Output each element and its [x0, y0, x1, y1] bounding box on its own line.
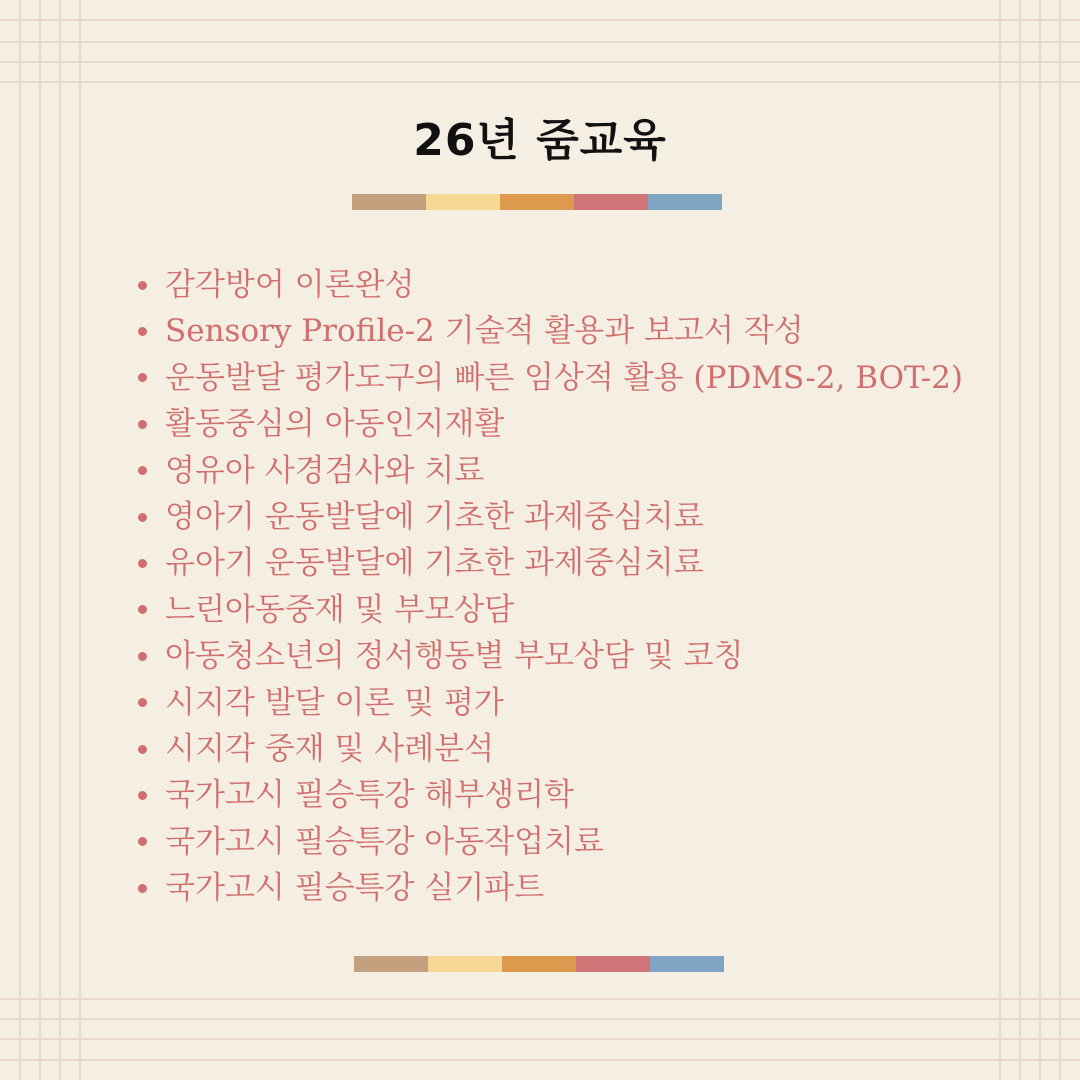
bullet-icon — [138, 466, 147, 475]
list-item — [138, 726, 1038, 772]
stripe-segment — [354, 956, 428, 972]
bullet-icon — [138, 745, 147, 754]
list-item-label: 아동청소년의 정서행동별 부모상담 및 코칭 — [165, 638, 744, 675]
stripe-segment — [576, 956, 650, 972]
list-item-label: 활동중심의 아동인지재활 — [165, 406, 505, 443]
list-item — [138, 355, 1038, 401]
frame-line-bottom-1 — [0, 998, 1080, 1000]
list-item-label: 국가고시 필승특강 해부생리학 — [165, 777, 575, 814]
list-item — [138, 680, 1038, 726]
frame-line-top-3 — [0, 61, 1080, 63]
list-item — [138, 448, 1038, 494]
list-item — [138, 633, 1038, 679]
stripe-segment — [574, 194, 648, 210]
frame-line-top-2 — [0, 41, 1080, 43]
bullet-icon — [138, 791, 147, 800]
bullet-icon — [138, 281, 147, 290]
frame-line-bottom-3 — [0, 1038, 1080, 1040]
page-title: 26년 줌교육 — [413, 115, 667, 166]
bullet-icon — [138, 420, 147, 429]
list-item-label: 운동발달 평가도구의 빠른 임상적 활용 (PDMS-2, BOT-2) — [165, 359, 963, 396]
color-stripe-bottom — [354, 956, 724, 972]
bullet-icon — [138, 559, 147, 568]
list-item — [138, 772, 1038, 818]
list-item-label: 유아기 운동발달에 기초한 과제중심치료 — [165, 545, 704, 582]
stripe-segment — [500, 194, 574, 210]
list-item-label: 국가고시 필승특강 실기파트 — [165, 870, 545, 907]
list-item-label: 느린아동중재 및 부모상담 — [165, 591, 515, 628]
course-list — [138, 262, 1038, 911]
frame-line-bottom-4 — [0, 1059, 1080, 1061]
stripe-segment — [650, 956, 724, 972]
bullet-icon — [138, 698, 147, 707]
list-item-label: 시지각 발달 이론 및 평가 — [165, 684, 504, 721]
color-stripe-top — [352, 194, 722, 210]
frame-line-top-1 — [0, 19, 1080, 21]
list-item — [138, 819, 1038, 865]
frame-line-bottom-2 — [0, 1018, 1080, 1020]
bullet-icon — [138, 884, 147, 893]
bullet-icon — [138, 327, 147, 336]
stripe-segment — [352, 194, 426, 210]
list-item-label: 감각방어 이론완성 — [165, 267, 415, 303]
list-item-label: 시지각 중재 및 사례분석 — [165, 730, 495, 767]
list-item-label: 국가고시 필승특강 아동작업치료 — [165, 823, 604, 860]
bullet-icon — [138, 513, 147, 522]
list-item-label: Sensory Profile-2 기술적 활용과 보고서 작성 — [165, 313, 804, 350]
bullet-icon — [138, 373, 147, 382]
stripe-segment — [428, 956, 502, 972]
list-item — [138, 401, 1038, 447]
list-item — [138, 540, 1038, 586]
stripe-segment — [426, 194, 500, 210]
bullet-icon — [138, 652, 147, 661]
list-item — [138, 308, 1038, 354]
list-item — [138, 587, 1038, 633]
list-item-label: 영아기 운동발달에 기초한 과제중심치료 — [165, 498, 704, 535]
stripe-segment — [502, 956, 576, 972]
list-item — [138, 494, 1038, 540]
list-item — [138, 262, 1038, 308]
list-item-label: 영유아 사경검사와 치료 — [165, 452, 485, 489]
bullet-icon — [138, 837, 147, 846]
bullet-icon — [138, 605, 147, 614]
stripe-segment — [648, 194, 722, 210]
frame-line-top-4 — [0, 81, 1080, 83]
list-item — [138, 865, 1038, 911]
